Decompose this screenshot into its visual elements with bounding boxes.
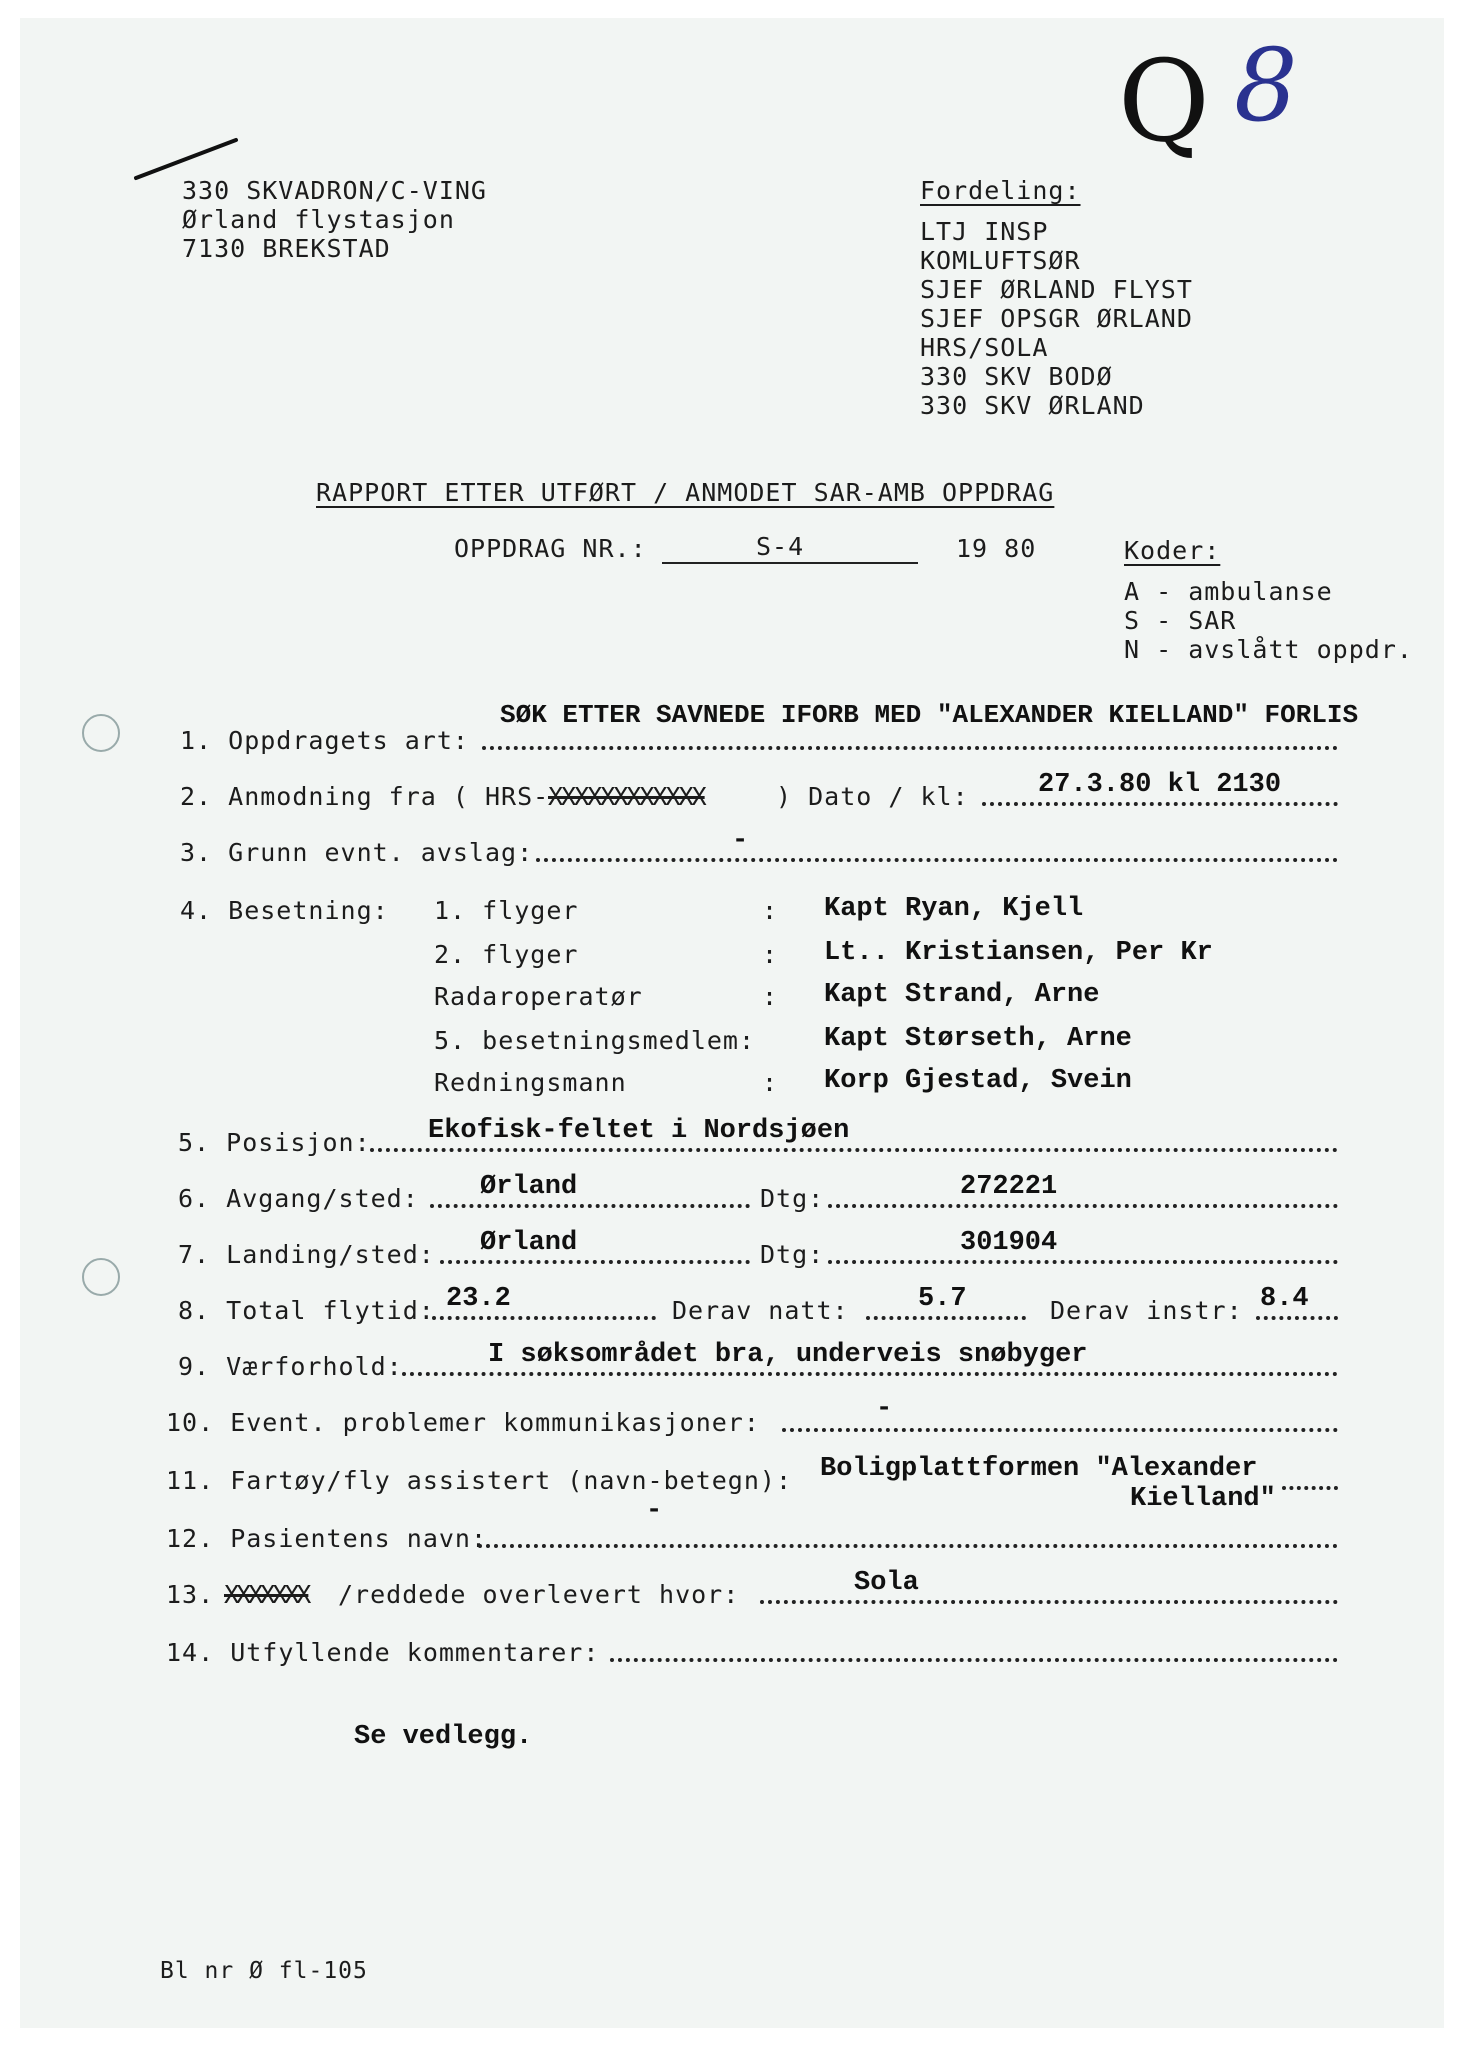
field-10-value: - xyxy=(876,1394,893,1424)
crew-name: Korp Gjestad, Svein xyxy=(824,1066,1132,1096)
fill-line xyxy=(982,802,1338,806)
distribution-item: 330 SKV ØRLAND xyxy=(920,391,1145,420)
field-13-struck-text: XXXXXXX xyxy=(224,1580,309,1609)
report-title: RAPPORT ETTER UTFØRT / ANMODET SAR-AMB OPPDRAG xyxy=(316,478,1055,507)
field-5-label: 5. Posisjon: xyxy=(178,1128,371,1157)
codes-heading: Koder: xyxy=(1124,536,1221,565)
field-11-value-line2: Kielland" xyxy=(1130,1484,1276,1514)
field-6-dtg: 272221 xyxy=(960,1172,1058,1202)
field-7-dtg: 301904 xyxy=(960,1228,1058,1258)
fill-line xyxy=(782,1428,1338,1432)
field-8-label: 8. Total flytid: xyxy=(178,1296,435,1325)
punch-hole xyxy=(82,714,120,752)
crew-role: 2. flyger xyxy=(434,940,579,969)
fill-line xyxy=(440,1260,750,1264)
fill-line xyxy=(1256,1316,1338,1320)
field-6-dtg-label: Dtg: xyxy=(760,1184,825,1213)
crew-colon: : xyxy=(762,1068,779,1097)
field-1-value: SØK ETTER SAVNEDE IFORB MED "ALEXANDER KIELLAND" FORLIS xyxy=(500,700,1359,730)
mission-label: OPPDRAG NR.: xyxy=(454,534,647,563)
distribution-list xyxy=(920,176,1193,420)
crew-role: 5. besetningsmedlem: xyxy=(434,1026,756,1055)
fill-line xyxy=(402,1372,1338,1376)
field-3-label: 3. Grunn evnt. avslag: xyxy=(180,838,534,867)
field-7-label: 7. Landing/sted: xyxy=(178,1240,435,1269)
distribution-item: SJEF OPSGR ØRLAND xyxy=(920,304,1193,333)
field-2-value: 27.3.80 kl 2130 xyxy=(1038,770,1282,800)
document-page xyxy=(20,18,1444,2028)
code-item: A - ambulanse xyxy=(1124,577,1333,606)
field-9-label: 9. Værforhold: xyxy=(178,1352,403,1381)
field-10-label: 10. Event. problemer kommunikasjoner: xyxy=(166,1408,760,1437)
distribution-item: KOMLUFTSØR xyxy=(920,246,1081,275)
field-8-instr-label: Derav instr: xyxy=(1050,1296,1243,1325)
comment-text: Se vedlegg. xyxy=(354,1722,533,1752)
crew-name: Kapt Strand, Arne xyxy=(824,980,1100,1010)
fill-line xyxy=(536,858,1338,862)
field-13-label: /reddede overlevert hvor: xyxy=(338,1580,740,1609)
crew-name: Lt.. Kristiansen, Per Kr xyxy=(824,938,1213,968)
field-12-label: 12. Pasientens navn: xyxy=(166,1524,488,1553)
field-2-label-tail: ) Dato / kl: xyxy=(776,782,969,811)
handwritten-number: 8 xyxy=(1234,27,1298,144)
field-6-label: 6. Avgang/sted: xyxy=(178,1184,419,1213)
distribution-item: SJEF ØRLAND FLYST xyxy=(920,275,1193,304)
field-8-value: 23.2 xyxy=(446,1284,511,1314)
crew-role: 1. flyger xyxy=(434,896,579,925)
field-12-value: - xyxy=(646,1496,663,1526)
mission-year: 19 80 xyxy=(956,534,1037,563)
crew-role: Redningsmann xyxy=(434,1068,627,1097)
code-item: S - SAR xyxy=(1124,606,1237,635)
field-1-label: 1. Oppdragets art: xyxy=(180,726,469,755)
distribution-item: LTJ INSP xyxy=(920,217,1049,246)
fill-line xyxy=(482,746,1338,750)
field-4-label: 4. Besetning: xyxy=(180,896,389,925)
field-3-value: - xyxy=(732,826,749,856)
field-5-value: Ekofisk-feltet i Nordsjøen xyxy=(428,1116,850,1146)
field-14-label: 14. Utfyllende kommentarer: xyxy=(166,1638,600,1667)
field-6-value: Ørland xyxy=(480,1172,578,1202)
crew-colon: : xyxy=(762,982,779,1011)
fill-line xyxy=(1282,1486,1338,1490)
crew-colon: : xyxy=(762,896,779,925)
crew-name: Kapt Størseth, Arne xyxy=(824,1024,1132,1054)
sender-address: 330 SKVADRON/C-VING Ørland flystasjon 7130 BREKSTAD xyxy=(182,176,487,263)
fill-line xyxy=(760,1600,1338,1604)
crew-name: Kapt Ryan, Kjell xyxy=(824,894,1084,924)
field-7-value: Ørland xyxy=(480,1228,578,1258)
field-2-struck-text: XXXXXXXXXXXX xyxy=(548,782,705,811)
punch-hole xyxy=(82,1258,120,1296)
crew-colon: : xyxy=(762,940,779,969)
mission-number: S-4 xyxy=(756,532,805,561)
field-11-label: 11. Fartøy/fly assistert (navn-betegn): xyxy=(166,1466,792,1495)
code-item: N - avslått oppdr. xyxy=(1124,635,1413,664)
fill-line xyxy=(610,1658,1338,1662)
fill-line xyxy=(430,1204,750,1208)
field-9-value: I søksområdet bra, underveis snøbyger xyxy=(488,1340,1088,1370)
distribution-item: HRS/SOLA xyxy=(920,333,1049,362)
fill-line xyxy=(866,1316,1026,1320)
fill-line xyxy=(370,1148,1338,1152)
field-11-value: Boligplattformen "Alexander xyxy=(820,1454,1258,1484)
distribution-heading: Fordeling: xyxy=(920,176,1081,205)
fill-line xyxy=(478,1544,1338,1548)
handwritten-letter: Q xyxy=(1118,37,1210,167)
field-13-number: 13. xyxy=(166,1580,215,1609)
field-13-value: Sola xyxy=(854,1568,919,1598)
codes-legend xyxy=(1124,536,1413,664)
field-8-night: 5.7 xyxy=(918,1284,967,1314)
fill-line xyxy=(828,1204,1338,1208)
fill-line xyxy=(432,1316,656,1320)
field-7-dtg-label: Dtg: xyxy=(760,1240,825,1269)
form-number: Bl nr Ø fl-105 xyxy=(160,1958,368,1984)
crew-role: Radaroperatør xyxy=(434,982,643,1011)
field-8-instr: 8.4 xyxy=(1260,1284,1309,1314)
distribution-item: 330 SKV BODØ xyxy=(920,362,1113,391)
field-8-night-label: Derav natt: xyxy=(672,1296,849,1325)
fill-line xyxy=(828,1260,1338,1264)
mission-number-line xyxy=(662,562,918,564)
field-2-label: 2. Anmodning fra ( HRS- xyxy=(180,782,550,811)
